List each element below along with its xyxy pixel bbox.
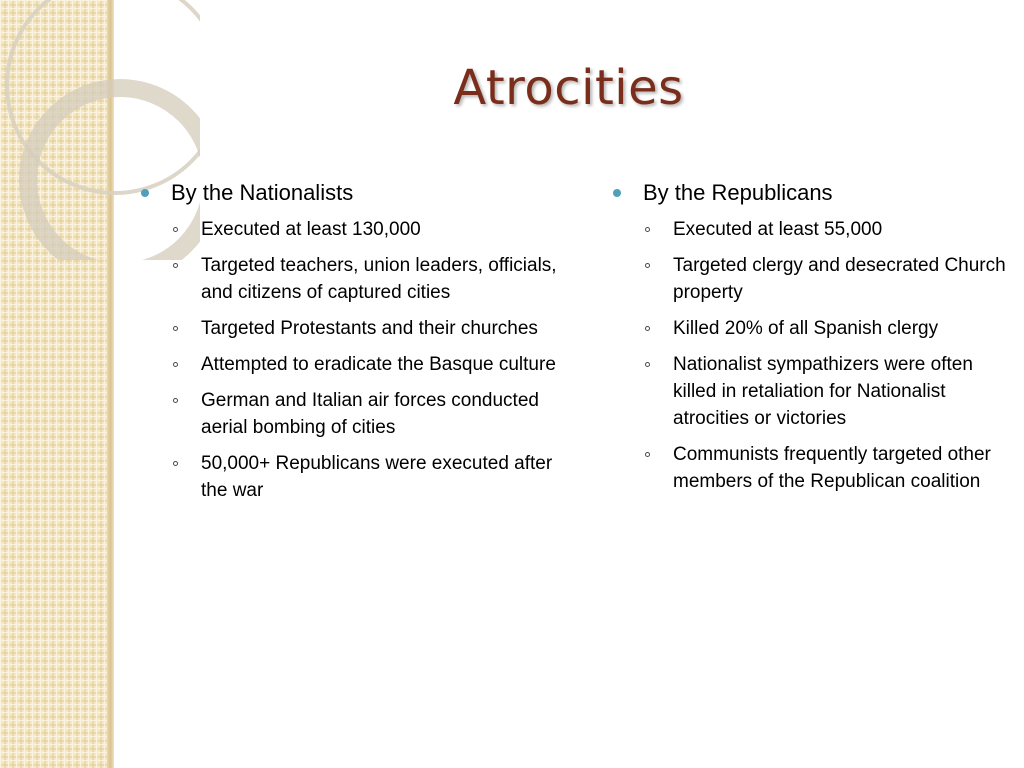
list-item xyxy=(138,450,568,504)
sub-bullet-list xyxy=(138,216,568,504)
column-republicans xyxy=(610,178,1010,504)
hollow-bullet-icon xyxy=(645,227,650,232)
list-item xyxy=(610,441,1010,495)
list-item-text: German and Italian air forces conducted aerial bombing of cities xyxy=(201,390,539,438)
list-item xyxy=(610,216,1010,243)
list-item xyxy=(138,216,568,243)
list-item-text: 50,000+ Republicans were executed after the war xyxy=(201,453,553,501)
hollow-bullet-icon xyxy=(173,362,178,367)
bullet-heading xyxy=(138,178,568,208)
list-item-text: Targeted Protestants and their churches xyxy=(201,318,538,339)
hollow-bullet-icon xyxy=(645,362,650,367)
bullet-heading xyxy=(610,178,1010,208)
hollow-bullet-icon xyxy=(645,326,650,331)
hollow-bullet-icon xyxy=(173,263,178,268)
heading-label: By the Nationalists xyxy=(171,180,354,205)
list-item xyxy=(138,252,568,306)
hollow-bullet-icon xyxy=(173,398,178,403)
hollow-bullet-icon xyxy=(173,461,178,466)
list-item-text: Killed 20% of all Spanish clergy xyxy=(673,318,939,339)
list-item-text: Targeted clergy and desecrated Church property xyxy=(673,255,1006,303)
hollow-bullet-icon xyxy=(173,326,178,331)
slide-title: Atrocities xyxy=(453,60,684,116)
list-item xyxy=(610,315,1010,342)
list-item xyxy=(138,315,568,342)
heading-label: By the Republicans xyxy=(643,180,833,205)
list-item xyxy=(138,351,568,378)
bullet-dot-icon xyxy=(613,189,621,197)
column-nationalists xyxy=(138,178,568,513)
list-item xyxy=(610,351,1010,432)
list-item-text: Executed at least 130,000 xyxy=(201,219,421,240)
list-item-text: Targeted teachers, union leaders, officials, and citizens of captured cities xyxy=(201,255,557,303)
sub-bullet-list xyxy=(610,216,1010,495)
list-item-text: Communists frequently targeted other members of the Republican coalition xyxy=(673,444,991,492)
list-item-text: Executed at least 55,000 xyxy=(673,219,883,240)
list-item xyxy=(610,252,1010,306)
hollow-bullet-icon xyxy=(645,452,650,457)
list-item-text: Nationalist sympathizers were often killed in retaliation for Nationalist atrocities or victories xyxy=(673,354,973,429)
hollow-bullet-icon xyxy=(645,263,650,268)
list-item xyxy=(138,387,568,441)
bullet-dot-icon xyxy=(141,189,149,197)
hollow-bullet-icon xyxy=(173,227,178,232)
list-item-text: Attempted to eradicate the Basque culture xyxy=(201,354,556,375)
